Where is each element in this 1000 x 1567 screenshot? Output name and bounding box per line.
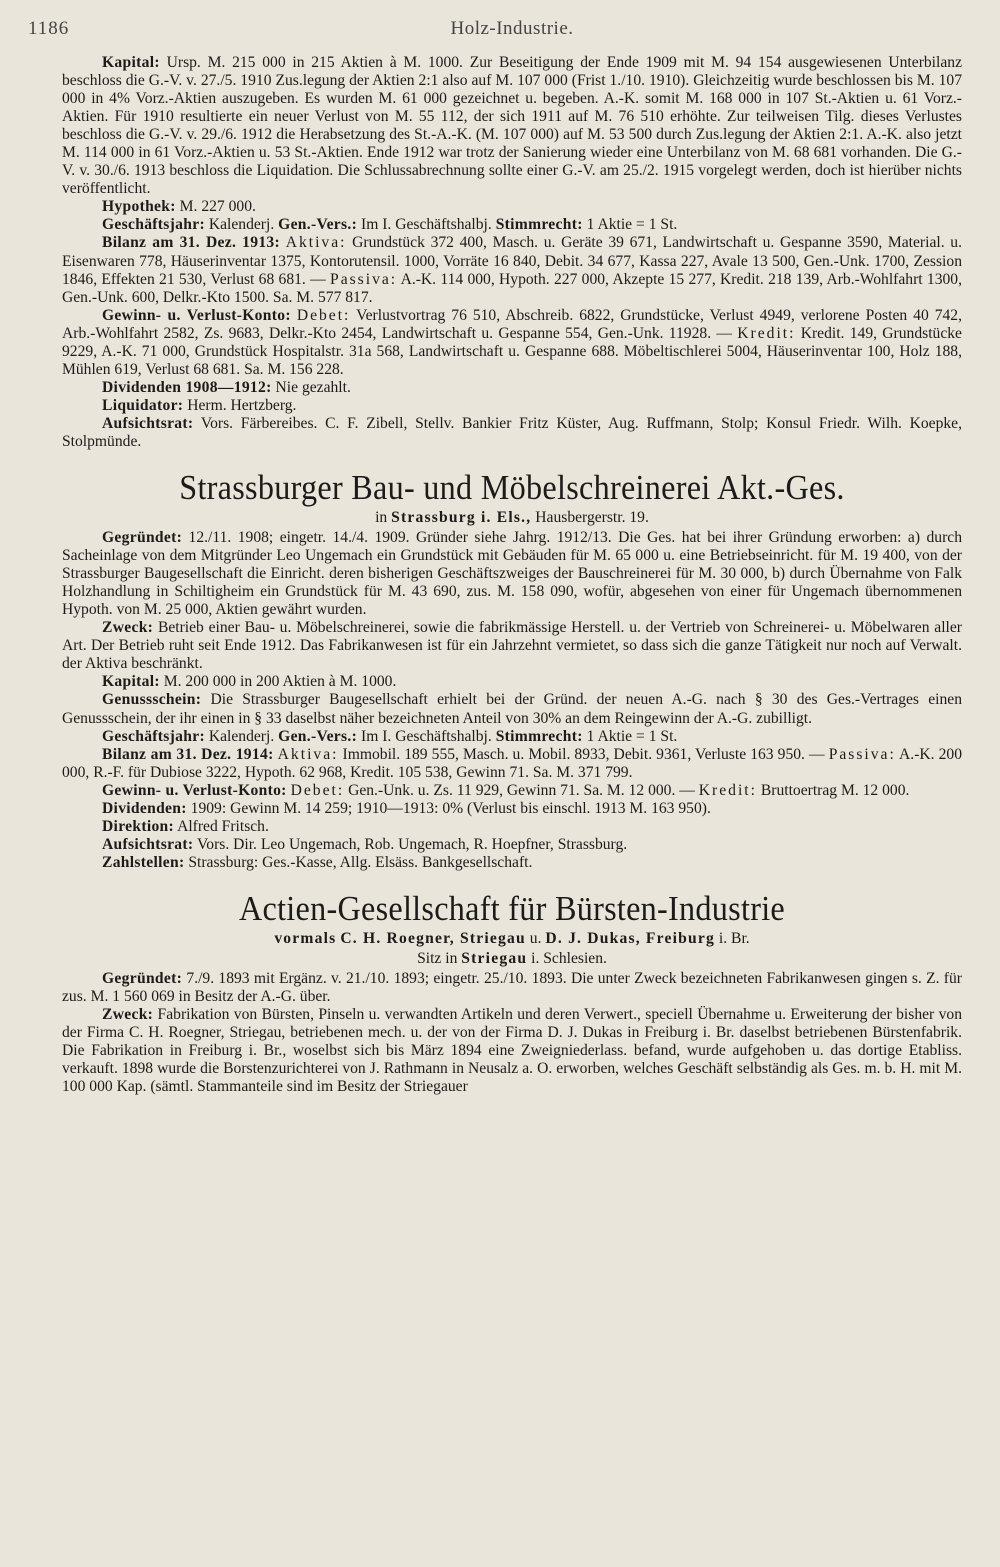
zahlstellen-text: Strassburg: Ges.-Kasse, Allg. Elsäss. Bankgesellschaft. [188, 853, 533, 871]
bilanz-paragraph [62, 746, 962, 782]
gegruendet-text: 12./11. 1908; eingetr. 14./4. 1909. Gründer siehe Jahrg. 1912/13. Die Ges. hat bei ihrer Gründung erworben: a) durch Sacheinlage von dem Mitgründer Leo Ungemach ein Grundstück mit Gebäuden für M. 65 000 u. eine Betriebseinricht. für M. 19 400, von der Strassburger Baugesellschaft die Einricht. deren bisherigen Geschäftszweiges der Bauschreinerei für M. 30 000, b) durch Übernahme von Falk Holzhandlung in Schiltigheim ein Grundstück für M. 43 690, zus. M. 158 090, wofür, abgesehen von einer für Ungemach übernommenen Hypoth. von M. 25 000, Aktien gewährt wurden. [62, 529, 962, 619]
running-title: Holz-Industrie. [450, 18, 574, 39]
liquidator-text: Herm. Hertzberg. [187, 396, 297, 414]
geschaeftsjahr-label: Geschäftsjahr: [102, 216, 205, 234]
guv-debet-text: Verlustvortrag 76 510, Abschreib. 6822, Grundstücke, Verlust 4949, verlorene Posten 40 742, Arb.-Wohlfahrt 2582, Zs. 9683, Delkr.-Kto 2454, Landwirtschaft u. Gespanne 554, Gen.-Unk. 11928. — [62, 306, 962, 342]
dividenden-paragraph [62, 379, 962, 397]
running-head [28, 16, 962, 54]
zweck-label: Zweck: [102, 619, 154, 637]
kapital-label: Kapital: [102, 54, 160, 71]
company-seat [62, 509, 962, 527]
guv-debet-word: Debet: [296, 306, 351, 324]
zweck-text: Betrieb einer Bau- u. Möbelschreinerei, sowie die fabrikmässige Herstell. u. der Vertrieb von Schreinerei- u. Möbelwaren aller Art. Der Betrieb ruht seit Ende 1912. Das Fabrikanwesen ist für ein Jahrzehnt vermietet, so dass sich die ganze Tätigkeit nur noch auf Verwalt. der Aktiva beschränkt. [62, 619, 962, 673]
company-title: Strassburger Bau- und Möbelschreinerei Akt.-Ges. [179, 468, 845, 508]
guv-label: Gewinn- u. Verlust-Konto: [102, 781, 287, 799]
aufsichtsrat-paragraph [62, 415, 962, 451]
geschaeftsjahr-paragraph [62, 216, 962, 234]
direktion-paragraph [62, 818, 962, 836]
geschaeftsjahr-text: Kalenderj. [208, 216, 275, 234]
hypothek-paragraph [62, 198, 962, 216]
subtitle-post: i. Br. [718, 929, 750, 947]
dividenden-text: Nie gezahlt. [275, 378, 351, 396]
dividenden-text: 1909: Gewinn M. 14 259; 1910—1913: 0% (Verlust bis einschl. 1913 M. 163 950). [190, 799, 711, 817]
guv-paragraph [62, 307, 962, 379]
section-strassburger [62, 469, 962, 872]
guv-paragraph [62, 782, 962, 800]
kapital-paragraph [62, 54, 962, 198]
hypothek-text: M. 227 000. [179, 198, 256, 216]
guv-kredit-word: Kredit: [698, 781, 757, 799]
kapital-label: Kapital: [102, 673, 160, 691]
direktion-text: Alfred Fritsch. [177, 817, 269, 835]
section-buersten-industrie [62, 890, 962, 1096]
genvers-label: Gen.-Vers.: [278, 727, 358, 745]
genvers-text: Im I. Geschäftshalbj. [361, 727, 492, 745]
zweck-text: Fabrikation von Bürsten, Pinseln u. verwandten Artikeln und deren Verwert., speciell Übernahme u. Erweiterung der bisher von der Firma C. H. Roegner, Striegau, betriebenen mech. u. der von der Firma D. J. Dukas in Freiburg i. Br. daselbst betriebenen Bürstenfabrik. Die Fabrikation in Freiburg i. Br., woselbst sich bis März 1894 eine Zweigniederlass. befand, wurde aufgehoben u. das dortige Etabliss. verkauft. 1898 wurde die Borstenzurichterei von J. Rathmann in Neusalz a. O. erworben, welches Geschäft selbständig als Ges. m. b. H. mit M. 100 000 Kap. (sämtl. Stammanteile sind im Besitz der Striegauer [62, 1006, 962, 1096]
seat-pre: in [375, 509, 388, 527]
bilanz-label: Bilanz am 31. Dez. 1914: [102, 745, 274, 763]
aufsichtsrat-label: Aufsichtsrat: [102, 414, 194, 432]
dividenden-label: Dividenden: [102, 799, 187, 817]
seat-city: Strassburg i. Els., [391, 509, 532, 527]
zweck-paragraph [62, 619, 962, 673]
gegruendet-text: 7./9. 1893 mit Ergänz. v. 21./10. 1893; eingetr. 25./10. 1893. Die unter Zweck bezeichneten Fabrikanwesen gingen s. Z. für zus. M. 1 560 069 in Besitz der A.-G. über. [62, 969, 962, 1005]
gegruendet-paragraph [62, 529, 962, 619]
genussschein-label: Genussschein: [102, 691, 202, 709]
liquidator-label: Liquidator: [102, 396, 184, 414]
subtitle-mid: u. [529, 929, 542, 947]
stimmrecht-label: Stimmrecht: [495, 216, 583, 234]
genussschein-paragraph [62, 691, 962, 727]
bilanz-aktiva-text: Immobil. 189 555, Masch. u. Mobil. 8933, Debit. 9361, Verluste 163 950. — [342, 745, 825, 763]
zweck-paragraph [62, 1006, 962, 1096]
aufsichtsrat-text: Vors. Dir. Leo Ungemach, Rob. Ungemach, R. Hoepfner, Strassburg. [197, 835, 628, 853]
bilanz-passiva-text: A.-K. 114 000, Hypoth. 227 000, Akzepte 15 277, Kredit. 218 139, Arb.-Wohlfahrt 1300, Gen.-Unk. 600, Delkr.-Kto 1500. Sa. M. 577 817. [62, 270, 962, 306]
hypothek-label: Hypothek: [102, 198, 176, 216]
aufsichtsrat-text: Vors. Färbereibes. C. F. Zibell, Stellv. Bankier Fritz Küster, Aug. Ruffmann, Stolp; Konsul Friedr. Wilh. Koepke, Stolpmünde. [62, 414, 963, 450]
bilanz-passiva-word: Passiva: [330, 270, 398, 288]
geschaeftsjahr-label: Geschäftsjahr: [102, 727, 205, 745]
gegruendet-label: Gegründet: [102, 969, 183, 987]
company-seat [62, 950, 962, 968]
guv-debet-word: Debet: [290, 781, 345, 799]
bilanz-passiva-text: A.-K. 200 000, R.-F. für Dubiose 3222, Hypoth. 62 968, Kredit. 105 538, Gewinn 71. Sa. M. 371 799. [62, 745, 963, 781]
seat-post: i. Schlesien. [531, 949, 607, 967]
bilanz-label: Bilanz am 31. Dez. 1913: [102, 234, 281, 252]
bilanz-paragraph [62, 234, 962, 306]
dividenden-label: Dividenden 1908—1912: [102, 378, 272, 396]
genvers-label: Gen.-Vers.: [278, 216, 358, 234]
seat-post: Hausbergerstr. 19. [535, 509, 649, 527]
gegruendet-paragraph [62, 970, 962, 1006]
direktion-label: Direktion: [102, 817, 175, 835]
subtitle-names2: D. J. Dukas, Freiburg [545, 929, 716, 947]
kapital-text: M. 200 000 in 200 Aktien à M. 1000. [163, 673, 397, 691]
guv-kredit-word: Kredit: [737, 324, 796, 342]
guv-label: Gewinn- u. Verlust-Konto: [102, 306, 291, 324]
dividenden-paragraph [62, 800, 962, 818]
liquidator-paragraph [62, 397, 962, 415]
geschaeftsjahr-text: Kalenderj. [208, 727, 275, 745]
document-page [28, 16, 963, 1096]
aufsichtsrat-label: Aufsichtsrat: [102, 835, 194, 853]
bilanz-aktiva-text: Grundstück 372 400, Masch. u. Geräte 39 671, Landwirtschaft u. Gespanne 3590, Material. u. Eisenwaren 778, Häuserinventar 1375, Kontorutensil. 1000, Vorräte 16 840, Debit. 34 677, Kassa 227, Avale 13 500, Gen.-Unk. 1700, Zession 1846, Effekten 21 530, Verlust 68 681. — [62, 234, 962, 288]
guv-debet-text: Gen.-Unk. u. Zs. 11 929, Gewinn 71. Sa. M. 12 000. — [348, 781, 695, 799]
bilanz-passiva-word: Passiva: [828, 745, 896, 763]
guv-kredit-text: Bruttoertrag M. 12 000. [760, 781, 910, 799]
zweck-label: Zweck: [102, 1006, 154, 1024]
stimmrecht-text: 1 Aktie = 1 St. [586, 216, 678, 234]
gegruendet-label: Gegründet: [102, 529, 183, 547]
stimmrecht-label: Stimmrecht: [495, 727, 583, 745]
zahlstellen-label: Zahlstellen: [102, 853, 185, 871]
kapital-text: Ursp. M. 215 000 in 215 Aktien à M. 1000. Zur Beseitigung der Ende 1909 mit M. 94 154 ausgewiesenen Unterbilanz beschloss die G.-V. v. 27./5. 1910 Zus.legung der Aktien 2:1 also auf M. 107 000 (Frist 1./10. 1910). Gleichzeitig wurde beschlossen bis M. 107 000 in 4% Vorz.-Aktien auszugeben. Es wurden M. 61 000 gezeichnet u. begeben. A.-K. somit M. 168 000 in 107 St.-Aktien u. 61 Vorz.-Aktien. Für 1910 resultierte ein neuer Verlust von M. 55 112, der sich 1911 auf M. 76 510 erhöhte. Zur teilweisen Tilg. dieses Verlustes beschloss die G.-V. v. 29./6. 1912 die Herabsetzung des St.-A.-K. (M. 107 000) auf M. 53 500 durch Zus.legung der Aktien 2:1. A.-K. also jetzt M. 114 000 in 61 Vorz.-Aktien u. 53 St.-Aktien. Ende 1912 war trotz der Sanierung wieder eine Unterbilanz von M. 68 681 vorhanden. Die G.-V. v. 30./6. 1913 beschloss die Liquidation. Die Schlussabrechnung sollte einer G.-V. am 25./2. 1915 vorgelegt werden, doch ist hierüber nichts veröffentlicht. [62, 54, 962, 198]
subtitle-names: C. H. Roegner, Striegau [340, 929, 526, 947]
seat-city: Striegau [461, 949, 528, 967]
bilanz-aktiva-word: Aktiva: [277, 745, 339, 763]
geschaeftsjahr-paragraph [62, 728, 962, 746]
seat-pre: Sitz in [417, 949, 458, 967]
aufsichtsrat-paragraph [62, 836, 962, 854]
genvers-text: Im I. Geschäftshalbj. [361, 216, 492, 234]
section-continued-entry [62, 54, 962, 451]
guv-kredit-text: Kredit. 149, Grundstücke 9229, A.-K. 71 000, Grundstück Hospitalstr. 31a 568, Landwirtschaft u. Gespanne 688. Möbeltischlerei 5004, Häuserinventar 100, Holz 188, Mühlen 619, Verlust 68 681. Sa. M. 156 228. [62, 324, 962, 378]
bilanz-aktiva-word: Aktiva: [285, 234, 347, 252]
company-subtitle [62, 930, 962, 948]
zahlstellen-paragraph [62, 854, 962, 872]
genussschein-text: Die Strassburger Baugesellschaft erhielt bei der Gründ. der neuen A.-G. nach § 30 des Ges.-Vertrages einen Genussschein, der ihr einen in § 33 daselbst näher bezeichneten Anteil von 30% an dem Reingewinn der A.-G. zubilligt. [62, 691, 962, 727]
kapital-paragraph [62, 673, 962, 691]
stimmrecht-text: 1 Aktie = 1 St. [586, 727, 678, 745]
subtitle-pre: vormals [274, 929, 337, 947]
page-number: 1186 [28, 18, 70, 39]
company-title: Actien-Gesellschaft für Bürsten-Industrie [238, 888, 786, 928]
